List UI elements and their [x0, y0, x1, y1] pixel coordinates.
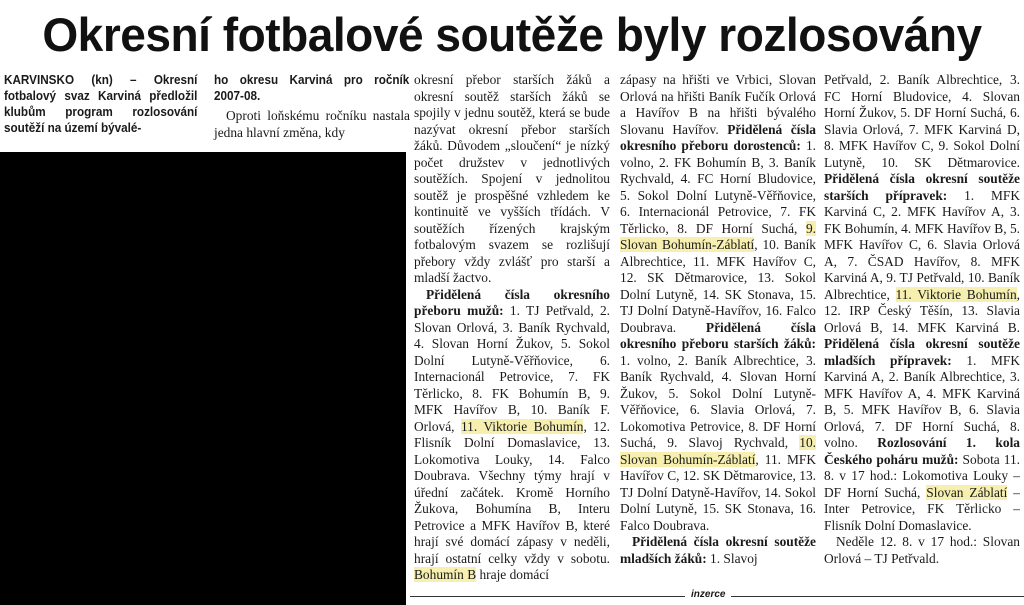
- highlight-viktorie-2: 11. Viktorie Bohumín: [895, 286, 1017, 302]
- redacted-area: [0, 152, 406, 605]
- article-column-5: [824, 72, 1020, 567]
- col4-text-2: 1. volno, 2. FK Bohumín B, 3. Baník Rychvald, 4. FC Horní Bludovice, 5. Sokol Dolní Lutyně-Věřňovice, 6. Internacionál Petrovice, 7. FK Těrlicko, 8. DF Horní Suchá,: [620, 138, 816, 236]
- lead-column-1: KARVINSKO (kn) – Okresní fotbalový svaz Karviná předložil klubům program rozlosování soutěží na území bývalé-: [4, 73, 198, 135]
- col5-sunday: Neděle 12. 8. v 17 hod.: Slovan Orlová – TJ Petřvald.: [824, 534, 1020, 566]
- col3-paragraph-1: okresní přebor starších žáků a okresní soutěž starších žáků se spojily v jednu soutěž, která se bude nazývat okresní přebor starších žáků. Důvodem „sloučení“ je nízký počet družstev v jednotlivých soutěžích. Spojení v jednolitou soutěž je prospěšné vzhledem ke kontinuitě ve vyšších třídách. V soutěžích řízených krajským fotbalovým svazem se rozlišují přebory vždy zvlášť pro starší a mladší žactvo.: [414, 72, 610, 285]
- col4-text-5: , 11. MFK Havířov C, 12. SK Dětmarovice, 13. TJ Dolní Datyně-Havířov, 14. Sokol Dolní Lutyně, 15. SK Stonava, 16. Falco Doubrava.: [620, 451, 817, 533]
- col5-heading-cup: Rozlosování 1. kola Českého poháru mužů:: [824, 435, 1020, 467]
- col5-text: Petřvald, 2. Baník Albrechtice, 3. FC Horní Bludovice, 4. Slovan Horní Žukov, 5. DF Horní Suchá, 6. Slavia Orlová, 7. MFK Karviná D, 8. MFK Havířov C, 9. Sokol Dolní Lutyně, 10. SK Dětmarovice.: [824, 72, 1020, 170]
- article-column-4: [620, 72, 816, 567]
- col5-text-5: Sobota 11. 8. v 17 hod.: Lokomotiva Louky – DF Horní Suchá,: [824, 451, 1021, 500]
- col3-text-3: hraje domácí: [476, 567, 550, 582]
- col5-text-6: – Inter Petrovice, FK Těrlicko – Flisník Dolní Domaslavice.: [824, 484, 1021, 533]
- highlight-bohumin-b: Bohumín B: [414, 567, 477, 582]
- col4-heading-older-pupils: Přidělená čísla okresního přeboru starších žáků:: [620, 319, 816, 351]
- col5-text-3: , 12. IRP Český Těšín, 13. Slavia Orlová B, 14. MFK Karviná B.: [824, 286, 1020, 335]
- col5-heading-younger-prep: Přidělená čísla okresní soutěže mladších přípravek:: [824, 336, 1020, 368]
- col4-text: zápasy na hřišti ve Vrbici, Slovan Orlová na hřišti Baník Fučík Orlová a Havířov B na hřišti bývalého Slovanu Havířov.: [620, 72, 816, 137]
- highlight-slovan-bz-9: 9. Slovan Bohumín-Záblatí: [620, 220, 816, 252]
- col5-text-4: 1. MFK Karviná A, 2. Baník Albrechtice, 3. MFK Havířov A, 4. MFK Karviná B, 5. MFK Havířov B, 6. Slavia Orlová, 7. DF Horní Suchá, 8. volno.: [824, 352, 1020, 450]
- col4-heading-younger-pupils: Přidělená čísla okresní soutěže mladších žáků:: [620, 534, 816, 566]
- lead-column-2: ho okresu Karviná pro ročník 2007-08.: [214, 73, 410, 103]
- ad-label: inzerce: [685, 589, 731, 600]
- col3-text-2: , 12. Flisník Dolní Domaslavice, 13. Lokomotiva Louky, 14. Falco Doubrava. Všechny týmy hrají v úřední začátek. Kromě Horního Žukova, Bohumína B, Interu Petrovice a MFK Havířov B, které hrají své domácí zápasy v neděli, hrají ostatní celky vždy v sobotu.: [414, 418, 610, 566]
- intro-text: Oproti loňskému ročníku nastala jedna hlavní změna, kdy: [214, 108, 410, 140]
- article-column-3: [414, 72, 610, 584]
- col5-heading-older-prep: Přidělená čísla okresní soutěže starších přípravek:: [824, 171, 1020, 203]
- highlight-viktorie: 11. Viktorie Bohumín: [460, 418, 584, 434]
- col4-text-3: , 10. Baník Albrechtice, 11. MFK Havířov C, 12. SK Dětmarovice, 13. Sokol Dolní Lutyně, 14. SK Stonava, 15. TJ Dolní Datyně-Havířov, 16. Falco Doubrava.: [620, 237, 816, 335]
- highlight-slovan-zablati: Slovan Záblatí: [926, 484, 1008, 500]
- headline: Okresní fotbalové soutěže byly rozlosovány: [42, 8, 982, 61]
- highlight-slovan-bz-10: 10. Slovan Bohumín-Záblatí: [620, 435, 816, 467]
- col5-text-2: 1. MFK Karviná C, 2. MFK Havířov A, 3. FK Bohumín, 4. MFK Havířov B, 5. MFK Havířov C, 6. Slavia Orlová A, 7. ČSAD Havířov, 8. MFK Karviná A, 9. TJ Petřvald, 10. Baník Albrechtice,: [824, 187, 1020, 302]
- col4-text-4: 1. volno, 2. Baník Albrechtice, 3. Baník Rychvald, 4. Slovan Horní Žukov, 5. Sokol Dolní Lutyně-Věřňovice, 6. Slavia Orlová, 7. Lokomotiva Petrovice, 8. DF Horní Suchá, 9. Slavoj Rychvald,: [620, 352, 816, 450]
- advertisement-divider: [410, 589, 1024, 603]
- col4-heading-youth: Přidělená čísla okresního přeboru dorostenců:: [620, 121, 816, 153]
- col3-text: 1. TJ Petřvald, 2. Slovan Orlová, 3. Baník Rychvald, 4. Slovan Horní Žukov, 5. Sokol Dolní Lutyně-Věřňovice, 6. Internacionál Petrovice, 7. FK Těrlicko, 8. FK Bohumín B, 9. MFK Havířov B, 10. Baník F. Orlová,: [414, 303, 610, 434]
- col4-text-6: 1. Slavoj: [706, 550, 758, 566]
- article-column-2: [214, 72, 410, 141]
- col3-heading-men: Přidělená čísla okresního přeboru mužů:: [414, 286, 610, 318]
